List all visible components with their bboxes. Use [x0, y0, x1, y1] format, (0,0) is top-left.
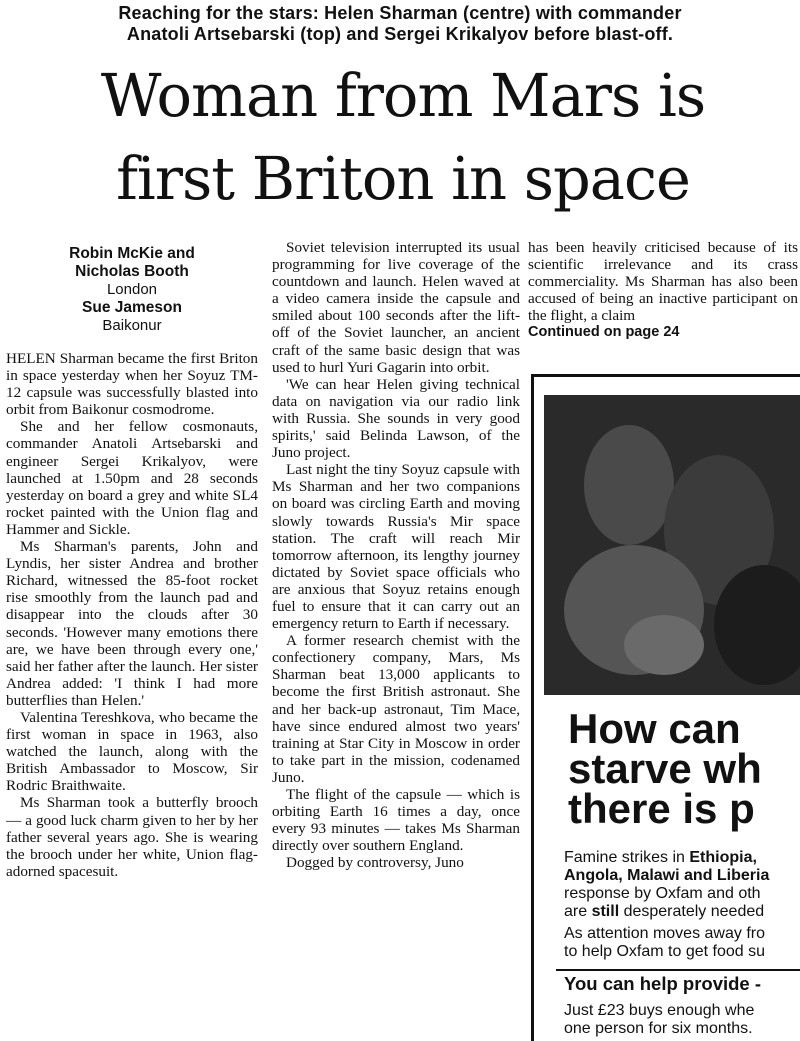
advert-paragraph-1: Famine strikes in Ethiopia, Angola, Malawi and Liberia response by Oxfam and oth are still desperately needed [564, 849, 770, 920]
advert-paragraph-2: As attention moves away fro to help Oxfam to get food su [564, 925, 766, 960]
advert-divider [556, 969, 800, 971]
advert-headline [568, 705, 800, 832]
headline [8, 54, 798, 220]
article-column-1 [6, 350, 258, 880]
photo-caption [0, 0, 800, 46]
byline-author-1: Robin McKie and [69, 245, 195, 262]
byline-location-2: Baikonur [102, 317, 162, 334]
advert-paragraph-3: Just £23 buys enough whe one person for six months. [564, 1002, 755, 1037]
advert-call-to-action: You can help provide - [564, 973, 762, 994]
headline-line-2: first Briton in space [116, 144, 690, 213]
article-paragraph: Soviet television interrupted its usual programming for live coverage of the countdown and launch. Helen waved at a video camera inside the capsule and smiled about 100 seconds after the lift-off of the Soviet launcher, an ancient craft of the same basic design that was used to hurl Yuri Gagarin into orbit. [272, 239, 520, 376]
article-paragraph: The flight of the capsule — which is orbiting Earth 16 times a day, once every 93 minutes — takes Ms Sharman directly over southern England. [272, 786, 520, 855]
article-paragraph: Last night the tiny Soyuz capsule with Ms Sharman and her two companions on board was circling Earth and moving slowly towards Russia's Mir space station. The craft will reach Mir tomorrow afternoon, its lengthy journey dictated by Soviet space officials who are anxious that Soyuz retains enough fuel to ensure that it can carry out an emergency return to Earth if necessary. [272, 461, 520, 633]
article-column-2 [272, 239, 520, 871]
headline-line-1: Woman from Mars is [100, 61, 706, 130]
oxfam-advert [531, 374, 800, 1041]
article-paragraph: 'We can hear Helen giving technical data on navigation via our radio link with Russia. She sounds in very good spirits,' said Belinda Lawson, of the Juno project. [272, 375, 520, 462]
continued-on-page-link: Continued on page 24 [528, 324, 680, 341]
byline-location-1: London [106, 281, 158, 298]
article-paragraph: Dogged by controversy, Juno [286, 854, 464, 872]
advert-photo [544, 395, 800, 695]
advert-headline-line-3: there is p [568, 785, 755, 832]
byline-author-2: Nicholas Booth [75, 263, 189, 280]
byline [6, 245, 258, 335]
article-paragraph: HELEN Sharman became the first Briton in space yesterday when her Soyuz TM-12 capsule was successfully blasted into orbit from Baikonur cosmodrome. [6, 350, 258, 419]
article-paragraph: Ms Sharman took a butterfly brooch — a good luck charm given to her by her father several years ago. She is wearing the brooch under her white, Union flag-adorned spacesuit. [6, 794, 258, 880]
article-paragraph: has been heavily criticised because of its scientific irrelevance and its crass commerciality. Ms Sharman has also been accused of being an inactive participant on the flight, a claim [528, 239, 798, 325]
byline-author-3: Sue Jameson [82, 299, 182, 316]
caption-line-2: Anatoli Artsebarski (top) and Sergei Krikalyov before blast-off. [126, 24, 674, 44]
article-paragraph: A former research chemist with the confectionery company, Mars, Ms Sharman beat 13,000 applicants to become the first British astronaut. She and her back-up astronaut, Tim Mace, have since endured almost two years' training at Star City in Moscow in order to take part in the mission, codenamed Juno. [272, 632, 520, 786]
article-column-3 [528, 239, 798, 342]
advert-headline-line-2: starve wh [568, 745, 762, 792]
article-paragraph: She and her fellow cosmonauts, commander Anatoli Artsebarski and engineer Sergei Krikalyov, were launched at 1.50pm and 28 seconds yesterday on board a grey and white SL4 rocket painted with the Union flag and Hammer and Sickle. [6, 418, 258, 538]
article-paragraph: Valentina Tereshkova, who became the first woman in space in 1963, also watched the launch, along with the British Ambassador to Moscow, Sir Rodric Braithwaite. [6, 708, 258, 795]
advert-headline-line-1: How can [568, 705, 741, 752]
caption-line-1: Reaching for the stars: Helen Sharman (centre) with commander [118, 3, 682, 23]
article-paragraph: Ms Sharman's parents, John and Lyndis, her sister Andrea and brother Richard, witnessed the 85-foot rocket rise smoothly from the launch pad and disappear into the clouds after 30 seconds. 'However many emotions there are, we have been through every one,' said her father after the launch. Her sister Andrea added: 'I think I had more butterflies than Helen.' [6, 538, 258, 709]
